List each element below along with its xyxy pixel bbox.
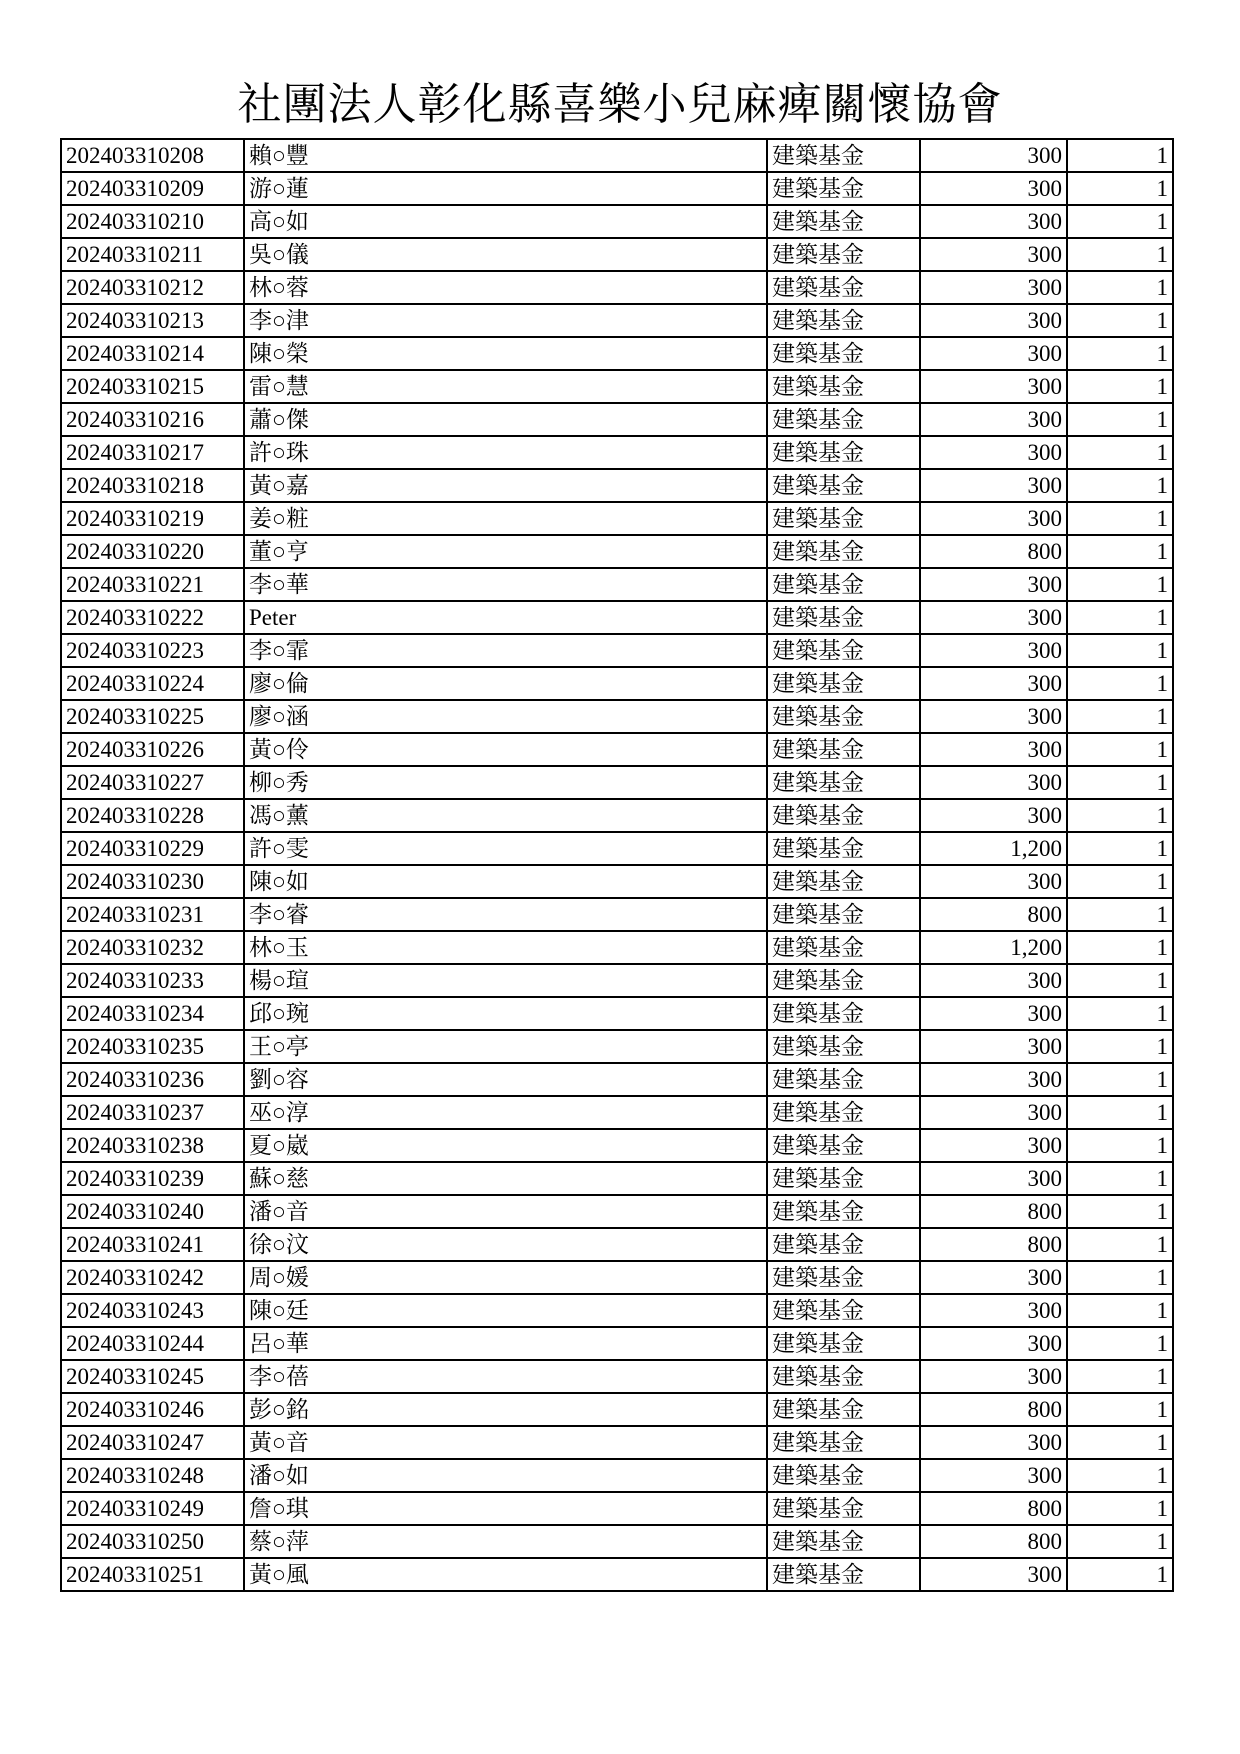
fund-type-cell: 建築基金 (767, 1162, 920, 1195)
table-row (61, 172, 1173, 205)
receipt-number-cell: 202403310211 (61, 238, 244, 271)
donor-name-cell: 許○雯 (244, 832, 767, 865)
count-cell: 1 (1067, 502, 1173, 535)
donor-name-cell: 黃○音 (244, 1426, 767, 1459)
amount-cell: 300 (920, 1096, 1067, 1129)
fund-type-cell: 建築基金 (767, 436, 920, 469)
donor-name-cell: 柳○秀 (244, 766, 767, 799)
table-row (61, 535, 1173, 568)
receipt-number-cell: 202403310233 (61, 964, 244, 997)
donor-name-cell: 周○媛 (244, 1261, 767, 1294)
donor-name-cell: 林○玉 (244, 931, 767, 964)
receipt-number-cell: 202403310218 (61, 469, 244, 502)
table-row (61, 403, 1173, 436)
fund-type-cell: 建築基金 (767, 634, 920, 667)
fund-type-cell: 建築基金 (767, 997, 920, 1030)
donor-name-cell: 董○亨 (244, 535, 767, 568)
amount-cell: 300 (920, 766, 1067, 799)
amount-cell: 300 (920, 1162, 1067, 1195)
fund-type-cell: 建築基金 (767, 700, 920, 733)
table-row (61, 1195, 1173, 1228)
amount-cell: 800 (920, 1195, 1067, 1228)
amount-cell: 300 (920, 139, 1067, 172)
table-row (61, 1393, 1173, 1426)
donor-name-cell: 彭○銘 (244, 1393, 767, 1426)
table-row (61, 700, 1173, 733)
amount-cell: 300 (920, 997, 1067, 1030)
table-row (61, 997, 1173, 1030)
receipt-number-cell: 202403310209 (61, 172, 244, 205)
receipt-number-cell: 202403310208 (61, 139, 244, 172)
amount-cell: 300 (920, 1327, 1067, 1360)
receipt-number-cell: 202403310237 (61, 1096, 244, 1129)
count-cell: 1 (1067, 568, 1173, 601)
fund-type-cell: 建築基金 (767, 898, 920, 931)
fund-type-cell: 建築基金 (767, 1129, 920, 1162)
fund-type-cell: 建築基金 (767, 502, 920, 535)
amount-cell: 300 (920, 667, 1067, 700)
count-cell: 1 (1067, 865, 1173, 898)
receipt-number-cell: 202403310216 (61, 403, 244, 436)
table-row (61, 1129, 1173, 1162)
donor-name-cell: 黃○伶 (244, 733, 767, 766)
count-cell: 1 (1067, 1393, 1173, 1426)
receipt-number-cell: 202403310231 (61, 898, 244, 931)
receipt-number-cell: 202403310230 (61, 865, 244, 898)
amount-cell: 300 (920, 1294, 1067, 1327)
donor-name-cell: 雷○慧 (244, 370, 767, 403)
donor-name-cell: 徐○汶 (244, 1228, 767, 1261)
amount-cell: 300 (920, 601, 1067, 634)
count-cell: 1 (1067, 271, 1173, 304)
table-row (61, 931, 1173, 964)
fund-type-cell: 建築基金 (767, 1327, 920, 1360)
donor-name-cell: 詹○琪 (244, 1492, 767, 1525)
receipt-number-cell: 202403310225 (61, 700, 244, 733)
receipt-number-cell: 202403310215 (61, 370, 244, 403)
receipt-number-cell: 202403310221 (61, 568, 244, 601)
count-cell: 1 (1067, 1162, 1173, 1195)
receipt-number-cell: 202403310213 (61, 304, 244, 337)
table-row (61, 1294, 1173, 1327)
count-cell: 1 (1067, 172, 1173, 205)
fund-type-cell: 建築基金 (767, 1558, 920, 1591)
fund-type-cell: 建築基金 (767, 469, 920, 502)
table-row (61, 337, 1173, 370)
count-cell: 1 (1067, 1327, 1173, 1360)
fund-type-cell: 建築基金 (767, 1492, 920, 1525)
table-row (61, 1096, 1173, 1129)
count-cell: 1 (1067, 1459, 1173, 1492)
amount-cell: 300 (920, 733, 1067, 766)
count-cell: 1 (1067, 832, 1173, 865)
receipt-number-cell: 202403310210 (61, 205, 244, 238)
receipt-number-cell: 202403310238 (61, 1129, 244, 1162)
amount-cell: 300 (920, 1426, 1067, 1459)
donor-name-cell: 李○睿 (244, 898, 767, 931)
amount-cell: 800 (920, 1393, 1067, 1426)
fund-type-cell: 建築基金 (767, 1261, 920, 1294)
donor-name-cell: 廖○涵 (244, 700, 767, 733)
table-row (61, 1327, 1173, 1360)
table-row (61, 733, 1173, 766)
fund-type-cell: 建築基金 (767, 1393, 920, 1426)
table-row (61, 799, 1173, 832)
count-cell: 1 (1067, 1558, 1173, 1591)
count-cell: 1 (1067, 205, 1173, 238)
count-cell: 1 (1067, 139, 1173, 172)
donor-name-cell: 邱○琬 (244, 997, 767, 1030)
amount-cell: 300 (920, 337, 1067, 370)
table-row (61, 370, 1173, 403)
count-cell: 1 (1067, 601, 1173, 634)
receipt-number-cell: 202403310232 (61, 931, 244, 964)
donor-name-cell: 潘○如 (244, 1459, 767, 1492)
count-cell: 1 (1067, 1492, 1173, 1525)
donor-name-cell: 李○霏 (244, 634, 767, 667)
fund-type-cell: 建築基金 (767, 304, 920, 337)
receipt-number-cell: 202403310226 (61, 733, 244, 766)
table-row (61, 1492, 1173, 1525)
receipt-number-cell: 202403310217 (61, 436, 244, 469)
amount-cell: 300 (920, 469, 1067, 502)
fund-type-cell: 建築基金 (767, 205, 920, 238)
amount-cell: 300 (920, 1459, 1067, 1492)
amount-cell: 800 (920, 1525, 1067, 1558)
amount-cell: 300 (920, 370, 1067, 403)
fund-type-cell: 建築基金 (767, 865, 920, 898)
amount-cell: 300 (920, 1063, 1067, 1096)
fund-type-cell: 建築基金 (767, 1459, 920, 1492)
donation-table-body (61, 139, 1173, 1591)
count-cell: 1 (1067, 997, 1173, 1030)
fund-type-cell: 建築基金 (767, 964, 920, 997)
amount-cell: 300 (920, 502, 1067, 535)
count-cell: 1 (1067, 634, 1173, 667)
receipt-number-cell: 202403310212 (61, 271, 244, 304)
table-row (61, 1261, 1173, 1294)
fund-type-cell: 建築基金 (767, 1063, 920, 1096)
count-cell: 1 (1067, 898, 1173, 931)
donor-name-cell: 呂○華 (244, 1327, 767, 1360)
count-cell: 1 (1067, 799, 1173, 832)
receipt-number-cell: 202403310249 (61, 1492, 244, 1525)
fund-type-cell: 建築基金 (767, 271, 920, 304)
fund-type-cell: 建築基金 (767, 172, 920, 205)
donor-name-cell: 巫○淳 (244, 1096, 767, 1129)
receipt-number-cell: 202403310235 (61, 1030, 244, 1063)
receipt-number-cell: 202403310239 (61, 1162, 244, 1195)
fund-type-cell: 建築基金 (767, 766, 920, 799)
page-title: 社團法人彰化縣喜樂小兒麻痺關懷協會 (237, 79, 1003, 130)
amount-cell: 800 (920, 535, 1067, 568)
donor-name-cell: 馮○薰 (244, 799, 767, 832)
fund-type-cell: 建築基金 (767, 601, 920, 634)
amount-cell: 800 (920, 1492, 1067, 1525)
count-cell: 1 (1067, 337, 1173, 370)
amount-cell: 300 (920, 403, 1067, 436)
fund-type-cell: 建築基金 (767, 799, 920, 832)
table-row (61, 568, 1173, 601)
amount-cell: 800 (920, 1228, 1067, 1261)
donor-name-cell: 王○亭 (244, 1030, 767, 1063)
donor-name-cell: Peter (244, 601, 767, 634)
fund-type-cell: 建築基金 (767, 1195, 920, 1228)
fund-type-cell: 建築基金 (767, 1294, 920, 1327)
table-row (61, 832, 1173, 865)
fund-type-cell: 建築基金 (767, 1525, 920, 1558)
table-row (61, 865, 1173, 898)
fund-type-cell: 建築基金 (767, 733, 920, 766)
count-cell: 1 (1067, 1360, 1173, 1393)
fund-type-cell: 建築基金 (767, 370, 920, 403)
table-row (61, 1558, 1173, 1591)
amount-cell: 300 (920, 568, 1067, 601)
count-cell: 1 (1067, 700, 1173, 733)
donor-name-cell: 李○華 (244, 568, 767, 601)
table-row (61, 634, 1173, 667)
amount-cell: 300 (920, 1360, 1067, 1393)
amount-cell: 800 (920, 898, 1067, 931)
fund-type-cell: 建築基金 (767, 238, 920, 271)
amount-cell: 1,200 (920, 931, 1067, 964)
amount-cell: 300 (920, 238, 1067, 271)
donor-name-cell: 高○如 (244, 205, 767, 238)
donor-name-cell: 陳○廷 (244, 1294, 767, 1327)
amount-cell: 300 (920, 865, 1067, 898)
amount-cell: 300 (920, 436, 1067, 469)
fund-type-cell: 建築基金 (767, 1228, 920, 1261)
fund-type-cell: 建築基金 (767, 337, 920, 370)
table-row (61, 205, 1173, 238)
table-row (61, 238, 1173, 271)
receipt-number-cell: 202403310243 (61, 1294, 244, 1327)
count-cell: 1 (1067, 535, 1173, 568)
donor-name-cell: 姜○粧 (244, 502, 767, 535)
receipt-number-cell: 202403310224 (61, 667, 244, 700)
table-row (61, 1525, 1173, 1558)
table-row (61, 271, 1173, 304)
count-cell: 1 (1067, 1195, 1173, 1228)
receipt-number-cell: 202403310244 (61, 1327, 244, 1360)
amount-cell: 300 (920, 304, 1067, 337)
table-row (61, 766, 1173, 799)
fund-type-cell: 建築基金 (767, 1360, 920, 1393)
count-cell: 1 (1067, 469, 1173, 502)
receipt-number-cell: 202403310219 (61, 502, 244, 535)
count-cell: 1 (1067, 1426, 1173, 1459)
donor-name-cell: 李○蓓 (244, 1360, 767, 1393)
count-cell: 1 (1067, 931, 1173, 964)
fund-type-cell: 建築基金 (767, 667, 920, 700)
amount-cell: 300 (920, 964, 1067, 997)
count-cell: 1 (1067, 733, 1173, 766)
count-cell: 1 (1067, 1063, 1173, 1096)
table-row (61, 1063, 1173, 1096)
amount-cell: 300 (920, 1558, 1067, 1591)
amount-cell: 300 (920, 1261, 1067, 1294)
donor-name-cell: 陳○如 (244, 865, 767, 898)
fund-type-cell: 建築基金 (767, 832, 920, 865)
table-row (61, 1228, 1173, 1261)
donor-name-cell: 陳○榮 (244, 337, 767, 370)
amount-cell: 300 (920, 634, 1067, 667)
receipt-number-cell: 202403310247 (61, 1426, 244, 1459)
receipt-number-cell: 202403310227 (61, 766, 244, 799)
count-cell: 1 (1067, 403, 1173, 436)
donor-name-cell: 夏○崴 (244, 1129, 767, 1162)
receipt-number-cell: 202403310250 (61, 1525, 244, 1558)
count-cell: 1 (1067, 238, 1173, 271)
receipt-number-cell: 202403310222 (61, 601, 244, 634)
count-cell: 1 (1067, 1525, 1173, 1558)
receipt-number-cell: 202403310241 (61, 1228, 244, 1261)
donor-name-cell: 林○蓉 (244, 271, 767, 304)
donor-name-cell: 蔡○萍 (244, 1525, 767, 1558)
donor-name-cell: 賴○豐 (244, 139, 767, 172)
receipt-number-cell: 202403310248 (61, 1459, 244, 1492)
receipt-number-cell: 202403310240 (61, 1195, 244, 1228)
count-cell: 1 (1067, 304, 1173, 337)
fund-type-cell: 建築基金 (767, 535, 920, 568)
donor-name-cell: 楊○瑄 (244, 964, 767, 997)
fund-type-cell: 建築基金 (767, 1030, 920, 1063)
donor-name-cell: 黃○風 (244, 1558, 767, 1591)
count-cell: 1 (1067, 1030, 1173, 1063)
table-row (61, 469, 1173, 502)
table-row (61, 1030, 1173, 1063)
fund-type-cell: 建築基金 (767, 1426, 920, 1459)
receipt-number-cell: 202403310223 (61, 634, 244, 667)
donor-name-cell: 潘○音 (244, 1195, 767, 1228)
table-row (61, 304, 1173, 337)
fund-type-cell: 建築基金 (767, 139, 920, 172)
donor-name-cell: 許○珠 (244, 436, 767, 469)
receipt-number-cell: 202403310242 (61, 1261, 244, 1294)
receipt-number-cell: 202403310236 (61, 1063, 244, 1096)
table-row (61, 1426, 1173, 1459)
donation-table (60, 138, 1174, 1592)
donor-name-cell: 吳○儀 (244, 238, 767, 271)
amount-cell: 300 (920, 1129, 1067, 1162)
count-cell: 1 (1067, 1228, 1173, 1261)
table-row (61, 436, 1173, 469)
table-row (61, 601, 1173, 634)
donor-name-cell: 蕭○傑 (244, 403, 767, 436)
amount-cell: 300 (920, 1030, 1067, 1063)
donor-name-cell: 廖○倫 (244, 667, 767, 700)
fund-type-cell: 建築基金 (767, 1096, 920, 1129)
table-row (61, 1459, 1173, 1492)
fund-type-cell: 建築基金 (767, 568, 920, 601)
table-row (61, 898, 1173, 931)
donor-name-cell: 蘇○慈 (244, 1162, 767, 1195)
table-row (61, 667, 1173, 700)
table-row (61, 502, 1173, 535)
donor-name-cell: 劉○容 (244, 1063, 767, 1096)
count-cell: 1 (1067, 766, 1173, 799)
count-cell: 1 (1067, 1294, 1173, 1327)
count-cell: 1 (1067, 1096, 1173, 1129)
receipt-number-cell: 202403310245 (61, 1360, 244, 1393)
count-cell: 1 (1067, 667, 1173, 700)
count-cell: 1 (1067, 1261, 1173, 1294)
amount-cell: 1,200 (920, 832, 1067, 865)
fund-type-cell: 建築基金 (767, 931, 920, 964)
receipt-number-cell: 202403310251 (61, 1558, 244, 1591)
amount-cell: 300 (920, 799, 1067, 832)
amount-cell: 300 (920, 700, 1067, 733)
table-row (61, 139, 1173, 172)
amount-cell: 300 (920, 205, 1067, 238)
donor-name-cell: 游○蓮 (244, 172, 767, 205)
count-cell: 1 (1067, 370, 1173, 403)
table-row (61, 1360, 1173, 1393)
table-row (61, 1162, 1173, 1195)
receipt-number-cell: 202403310220 (61, 535, 244, 568)
count-cell: 1 (1067, 964, 1173, 997)
receipt-number-cell: 202403310246 (61, 1393, 244, 1426)
amount-cell: 300 (920, 172, 1067, 205)
receipt-number-cell: 202403310214 (61, 337, 244, 370)
donor-name-cell: 黃○嘉 (244, 469, 767, 502)
amount-cell: 300 (920, 271, 1067, 304)
donor-name-cell: 李○津 (244, 304, 767, 337)
receipt-number-cell: 202403310228 (61, 799, 244, 832)
table-row (61, 964, 1173, 997)
receipt-number-cell: 202403310234 (61, 997, 244, 1030)
receipt-number-cell: 202403310229 (61, 832, 244, 865)
count-cell: 1 (1067, 436, 1173, 469)
fund-type-cell: 建築基金 (767, 403, 920, 436)
count-cell: 1 (1067, 1129, 1173, 1162)
